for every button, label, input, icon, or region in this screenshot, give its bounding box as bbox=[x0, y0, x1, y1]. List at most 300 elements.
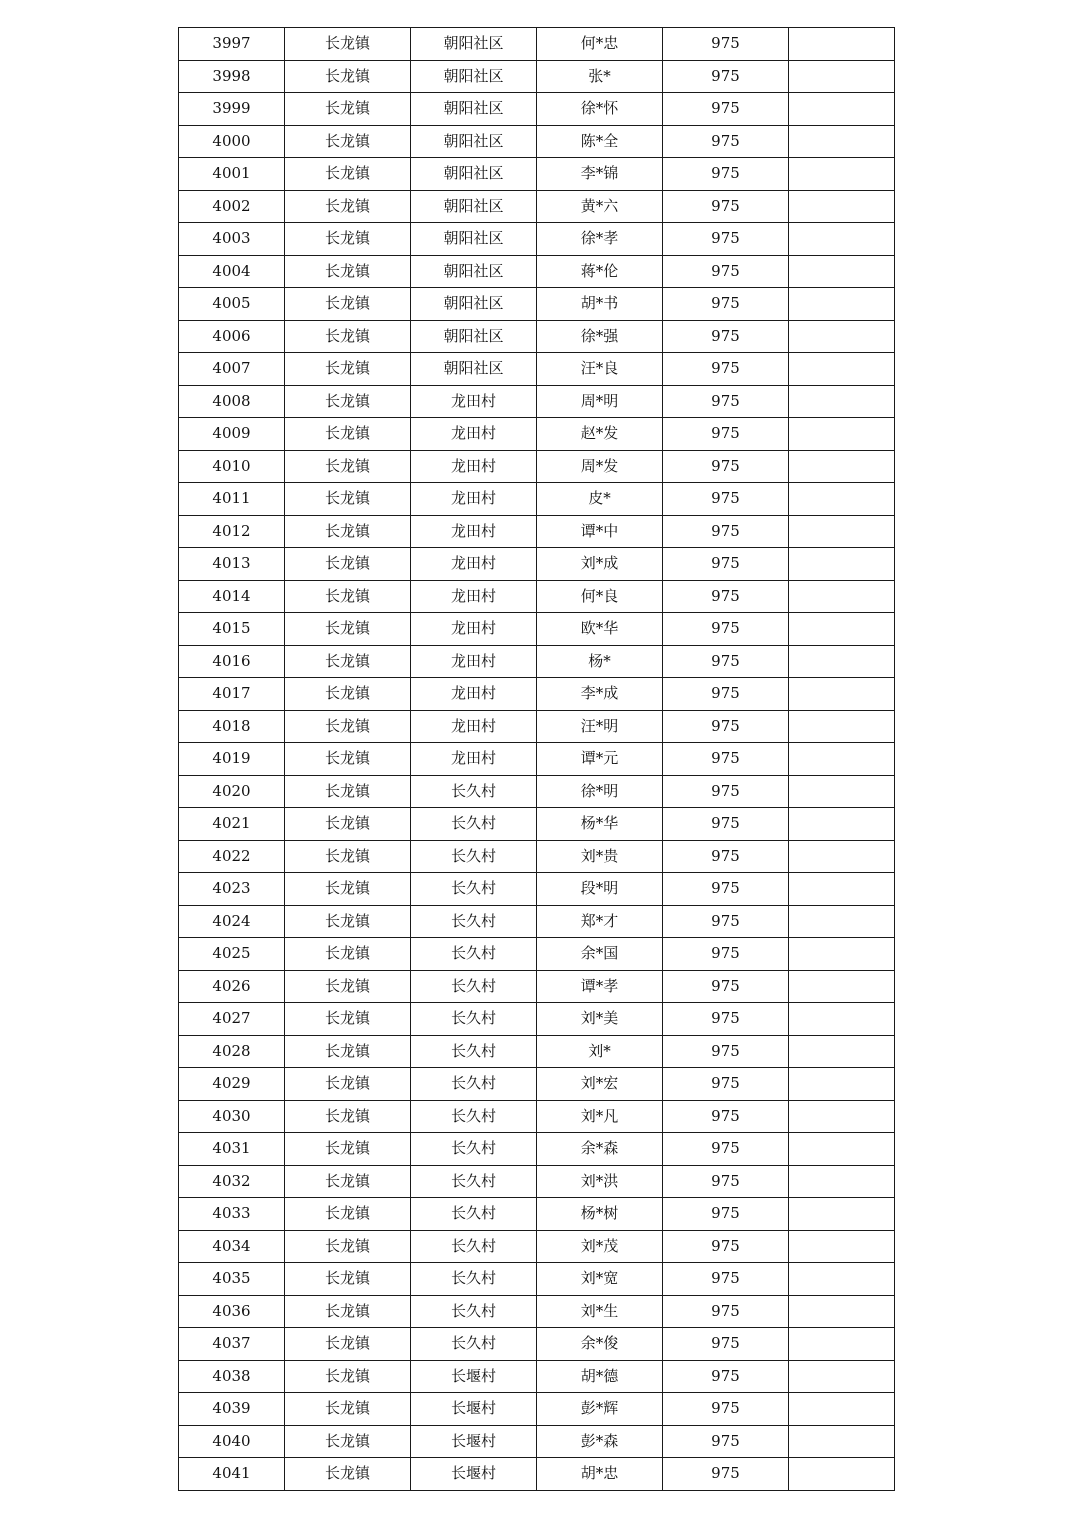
cell-name: 谭*元 bbox=[537, 743, 663, 776]
cell-seq-number: 4022 bbox=[179, 840, 285, 873]
cell-note bbox=[789, 385, 895, 418]
cell-village: 长久村 bbox=[411, 1198, 537, 1231]
table-row bbox=[179, 158, 895, 191]
cell-name: 张* bbox=[537, 60, 663, 93]
cell-seq-number: 4028 bbox=[179, 1035, 285, 1068]
cell-note bbox=[789, 775, 895, 808]
cell-town: 长龙镇 bbox=[285, 678, 411, 711]
cell-amount: 975 bbox=[663, 483, 789, 516]
cell-note bbox=[789, 1068, 895, 1101]
cell-town: 长龙镇 bbox=[285, 1133, 411, 1166]
cell-name: 徐*孝 bbox=[537, 223, 663, 256]
cell-name: 刘*茂 bbox=[537, 1230, 663, 1263]
cell-seq-number: 4013 bbox=[179, 548, 285, 581]
cell-town: 长龙镇 bbox=[285, 548, 411, 581]
table-row bbox=[179, 1133, 895, 1166]
cell-village: 龙田村 bbox=[411, 613, 537, 646]
cell-town: 长龙镇 bbox=[285, 775, 411, 808]
table-row bbox=[179, 1230, 895, 1263]
cell-village: 朝阳社区 bbox=[411, 125, 537, 158]
cell-name: 徐*明 bbox=[537, 775, 663, 808]
cell-note bbox=[789, 190, 895, 223]
cell-name: 彭*辉 bbox=[537, 1393, 663, 1426]
table-row bbox=[179, 840, 895, 873]
cell-village: 长堰村 bbox=[411, 1425, 537, 1458]
cell-town: 长龙镇 bbox=[285, 28, 411, 61]
cell-amount: 975 bbox=[663, 938, 789, 971]
cell-amount: 975 bbox=[663, 1003, 789, 1036]
cell-note bbox=[789, 60, 895, 93]
cell-name: 刘*宽 bbox=[537, 1263, 663, 1296]
cell-name: 汪*良 bbox=[537, 353, 663, 386]
cell-amount: 975 bbox=[663, 288, 789, 321]
cell-village: 长久村 bbox=[411, 1100, 537, 1133]
table-row bbox=[179, 613, 895, 646]
cell-amount: 975 bbox=[663, 808, 789, 841]
cell-village: 朝阳社区 bbox=[411, 255, 537, 288]
cell-name: 刘* bbox=[537, 1035, 663, 1068]
cell-town: 长龙镇 bbox=[285, 1360, 411, 1393]
table-row bbox=[179, 1458, 895, 1491]
cell-amount: 975 bbox=[663, 320, 789, 353]
cell-seq-number: 4036 bbox=[179, 1295, 285, 1328]
cell-seq-number: 4038 bbox=[179, 1360, 285, 1393]
cell-note bbox=[789, 1230, 895, 1263]
cell-note bbox=[789, 1165, 895, 1198]
cell-seq-number: 4035 bbox=[179, 1263, 285, 1296]
cell-seq-number: 4014 bbox=[179, 580, 285, 613]
cell-note bbox=[789, 970, 895, 1003]
cell-note bbox=[789, 1360, 895, 1393]
cell-seq-number: 4017 bbox=[179, 678, 285, 711]
cell-note bbox=[789, 840, 895, 873]
cell-amount: 975 bbox=[663, 255, 789, 288]
cell-village: 长久村 bbox=[411, 1133, 537, 1166]
cell-seq-number: 4008 bbox=[179, 385, 285, 418]
cell-seq-number: 4033 bbox=[179, 1198, 285, 1231]
cell-amount: 975 bbox=[663, 60, 789, 93]
cell-name: 刘*洪 bbox=[537, 1165, 663, 1198]
cell-note bbox=[789, 223, 895, 256]
cell-amount: 975 bbox=[663, 385, 789, 418]
cell-amount: 975 bbox=[663, 1328, 789, 1361]
cell-note bbox=[789, 483, 895, 516]
cell-seq-number: 4006 bbox=[179, 320, 285, 353]
cell-village: 长久村 bbox=[411, 873, 537, 906]
cell-town: 长龙镇 bbox=[285, 418, 411, 451]
cell-name: 周*发 bbox=[537, 450, 663, 483]
cell-amount: 975 bbox=[663, 28, 789, 61]
cell-name: 刘*生 bbox=[537, 1295, 663, 1328]
cell-town: 长龙镇 bbox=[285, 970, 411, 1003]
table-row bbox=[179, 223, 895, 256]
cell-amount: 975 bbox=[663, 1035, 789, 1068]
cell-seq-number: 4021 bbox=[179, 808, 285, 841]
table-row bbox=[179, 1295, 895, 1328]
cell-town: 长龙镇 bbox=[285, 1198, 411, 1231]
table-row bbox=[179, 450, 895, 483]
table-row bbox=[179, 808, 895, 841]
cell-name: 刘*宏 bbox=[537, 1068, 663, 1101]
cell-seq-number: 4016 bbox=[179, 645, 285, 678]
cell-village: 龙田村 bbox=[411, 483, 537, 516]
cell-note bbox=[789, 938, 895, 971]
cell-note bbox=[789, 1263, 895, 1296]
cell-town: 长龙镇 bbox=[285, 515, 411, 548]
cell-amount: 975 bbox=[663, 580, 789, 613]
cell-name: 刘*成 bbox=[537, 548, 663, 581]
table-row bbox=[179, 905, 895, 938]
cell-seq-number: 4031 bbox=[179, 1133, 285, 1166]
cell-seq-number: 4004 bbox=[179, 255, 285, 288]
table-row bbox=[179, 645, 895, 678]
table-row bbox=[179, 1100, 895, 1133]
cell-note bbox=[789, 678, 895, 711]
cell-village: 长久村 bbox=[411, 840, 537, 873]
cell-town: 长龙镇 bbox=[285, 1295, 411, 1328]
table-row bbox=[179, 255, 895, 288]
cell-note bbox=[789, 1100, 895, 1133]
cell-town: 长龙镇 bbox=[285, 580, 411, 613]
cell-name: 杨*树 bbox=[537, 1198, 663, 1231]
cell-name: 谭*孝 bbox=[537, 970, 663, 1003]
table-row bbox=[179, 1165, 895, 1198]
cell-seq-number: 4040 bbox=[179, 1425, 285, 1458]
cell-village: 朝阳社区 bbox=[411, 288, 537, 321]
data-table bbox=[178, 27, 895, 1491]
cell-village: 长久村 bbox=[411, 1295, 537, 1328]
cell-town: 长龙镇 bbox=[285, 1165, 411, 1198]
cell-town: 长龙镇 bbox=[285, 483, 411, 516]
cell-village: 龙田村 bbox=[411, 580, 537, 613]
cell-town: 长龙镇 bbox=[285, 158, 411, 191]
cell-village: 龙田村 bbox=[411, 548, 537, 581]
cell-seq-number: 3999 bbox=[179, 93, 285, 126]
cell-name: 杨*华 bbox=[537, 808, 663, 841]
cell-seq-number: 4000 bbox=[179, 125, 285, 158]
cell-village: 龙田村 bbox=[411, 645, 537, 678]
cell-name: 段*明 bbox=[537, 873, 663, 906]
table-row bbox=[179, 320, 895, 353]
cell-note bbox=[789, 743, 895, 776]
cell-seq-number: 4026 bbox=[179, 970, 285, 1003]
cell-village: 朝阳社区 bbox=[411, 60, 537, 93]
cell-town: 长龙镇 bbox=[285, 613, 411, 646]
cell-note bbox=[789, 1035, 895, 1068]
cell-amount: 975 bbox=[663, 775, 789, 808]
cell-seq-number: 4030 bbox=[179, 1100, 285, 1133]
table-row bbox=[179, 60, 895, 93]
cell-village: 长久村 bbox=[411, 970, 537, 1003]
cell-village: 长久村 bbox=[411, 1068, 537, 1101]
cell-amount: 975 bbox=[663, 1198, 789, 1231]
cell-name: 刘*贵 bbox=[537, 840, 663, 873]
cell-note bbox=[789, 645, 895, 678]
cell-town: 长龙镇 bbox=[285, 840, 411, 873]
cell-note bbox=[789, 548, 895, 581]
cell-note bbox=[789, 1133, 895, 1166]
cell-name: 皮* bbox=[537, 483, 663, 516]
cell-name: 余*森 bbox=[537, 1133, 663, 1166]
cell-name: 何*忠 bbox=[537, 28, 663, 61]
cell-town: 长龙镇 bbox=[285, 743, 411, 776]
cell-name: 徐*怀 bbox=[537, 93, 663, 126]
cell-amount: 975 bbox=[663, 125, 789, 158]
cell-village: 龙田村 bbox=[411, 710, 537, 743]
cell-note bbox=[789, 1198, 895, 1231]
cell-village: 朝阳社区 bbox=[411, 93, 537, 126]
cell-amount: 975 bbox=[663, 548, 789, 581]
cell-name: 谭*中 bbox=[537, 515, 663, 548]
cell-village: 长久村 bbox=[411, 1263, 537, 1296]
cell-amount: 975 bbox=[663, 678, 789, 711]
cell-name: 彭*森 bbox=[537, 1425, 663, 1458]
cell-seq-number: 4015 bbox=[179, 613, 285, 646]
cell-seq-number: 4037 bbox=[179, 1328, 285, 1361]
cell-seq-number: 4009 bbox=[179, 418, 285, 451]
cell-village: 朝阳社区 bbox=[411, 190, 537, 223]
cell-seq-number: 4005 bbox=[179, 288, 285, 321]
table-row bbox=[179, 678, 895, 711]
cell-village: 朝阳社区 bbox=[411, 223, 537, 256]
cell-note bbox=[789, 255, 895, 288]
cell-village: 长久村 bbox=[411, 1003, 537, 1036]
table-row bbox=[179, 1360, 895, 1393]
cell-seq-number: 4010 bbox=[179, 450, 285, 483]
cell-amount: 975 bbox=[663, 710, 789, 743]
cell-seq-number: 4023 bbox=[179, 873, 285, 906]
cell-seq-number: 4020 bbox=[179, 775, 285, 808]
cell-amount: 975 bbox=[663, 1263, 789, 1296]
cell-name: 李*锦 bbox=[537, 158, 663, 191]
cell-amount: 975 bbox=[663, 353, 789, 386]
cell-town: 长龙镇 bbox=[285, 1393, 411, 1426]
table-row bbox=[179, 1068, 895, 1101]
cell-name: 欧*华 bbox=[537, 613, 663, 646]
cell-amount: 975 bbox=[663, 1100, 789, 1133]
cell-note bbox=[789, 1003, 895, 1036]
cell-village: 龙田村 bbox=[411, 743, 537, 776]
cell-note bbox=[789, 93, 895, 126]
cell-town: 长龙镇 bbox=[285, 1003, 411, 1036]
cell-seq-number: 4034 bbox=[179, 1230, 285, 1263]
table-row bbox=[179, 1198, 895, 1231]
table-row bbox=[179, 970, 895, 1003]
cell-town: 长龙镇 bbox=[285, 353, 411, 386]
cell-note bbox=[789, 125, 895, 158]
cell-note bbox=[789, 288, 895, 321]
cell-amount: 975 bbox=[663, 873, 789, 906]
cell-village: 龙田村 bbox=[411, 450, 537, 483]
cell-town: 长龙镇 bbox=[285, 125, 411, 158]
cell-name: 蒋*伦 bbox=[537, 255, 663, 288]
cell-name: 余*国 bbox=[537, 938, 663, 971]
table-row bbox=[179, 873, 895, 906]
cell-note bbox=[789, 158, 895, 191]
cell-amount: 975 bbox=[663, 1230, 789, 1263]
cell-amount: 975 bbox=[663, 645, 789, 678]
cell-amount: 975 bbox=[663, 1133, 789, 1166]
cell-amount: 975 bbox=[663, 1393, 789, 1426]
cell-village: 朝阳社区 bbox=[411, 320, 537, 353]
cell-amount: 975 bbox=[663, 190, 789, 223]
cell-note bbox=[789, 1458, 895, 1491]
table-row bbox=[179, 190, 895, 223]
cell-village: 长堰村 bbox=[411, 1458, 537, 1491]
cell-village: 长久村 bbox=[411, 1230, 537, 1263]
cell-name: 陈*全 bbox=[537, 125, 663, 158]
table-row bbox=[179, 288, 895, 321]
cell-village: 长久村 bbox=[411, 808, 537, 841]
cell-village: 长久村 bbox=[411, 1035, 537, 1068]
cell-village: 长堰村 bbox=[411, 1393, 537, 1426]
cell-town: 长龙镇 bbox=[285, 288, 411, 321]
cell-village: 长久村 bbox=[411, 938, 537, 971]
cell-village: 长久村 bbox=[411, 775, 537, 808]
cell-amount: 975 bbox=[663, 223, 789, 256]
cell-town: 长龙镇 bbox=[285, 190, 411, 223]
cell-amount: 975 bbox=[663, 613, 789, 646]
cell-amount: 975 bbox=[663, 1165, 789, 1198]
cell-amount: 975 bbox=[663, 1360, 789, 1393]
cell-name: 郑*才 bbox=[537, 905, 663, 938]
cell-town: 长龙镇 bbox=[285, 1263, 411, 1296]
cell-town: 长龙镇 bbox=[285, 1328, 411, 1361]
cell-village: 朝阳社区 bbox=[411, 28, 537, 61]
cell-amount: 975 bbox=[663, 1295, 789, 1328]
cell-amount: 975 bbox=[663, 1425, 789, 1458]
cell-name: 刘*美 bbox=[537, 1003, 663, 1036]
cell-seq-number: 4032 bbox=[179, 1165, 285, 1198]
table-row bbox=[179, 775, 895, 808]
cell-seq-number: 4019 bbox=[179, 743, 285, 776]
cell-name: 余*俊 bbox=[537, 1328, 663, 1361]
table-row bbox=[179, 418, 895, 451]
cell-name: 胡*德 bbox=[537, 1360, 663, 1393]
cell-village: 龙田村 bbox=[411, 418, 537, 451]
cell-seq-number: 4002 bbox=[179, 190, 285, 223]
cell-note bbox=[789, 418, 895, 451]
table-row bbox=[179, 1003, 895, 1036]
cell-town: 长龙镇 bbox=[285, 1035, 411, 1068]
cell-name: 汪*明 bbox=[537, 710, 663, 743]
table-body bbox=[179, 28, 895, 1491]
cell-note bbox=[789, 808, 895, 841]
cell-town: 长龙镇 bbox=[285, 1068, 411, 1101]
cell-name: 周*明 bbox=[537, 385, 663, 418]
cell-town: 长龙镇 bbox=[285, 905, 411, 938]
cell-town: 长龙镇 bbox=[285, 93, 411, 126]
cell-note bbox=[789, 353, 895, 386]
cell-seq-number: 4011 bbox=[179, 483, 285, 516]
cell-seq-number: 4029 bbox=[179, 1068, 285, 1101]
cell-amount: 975 bbox=[663, 93, 789, 126]
cell-seq-number: 4025 bbox=[179, 938, 285, 971]
table-row bbox=[179, 515, 895, 548]
cell-seq-number: 4007 bbox=[179, 353, 285, 386]
cell-seq-number: 4018 bbox=[179, 710, 285, 743]
cell-village: 长久村 bbox=[411, 1165, 537, 1198]
cell-amount: 975 bbox=[663, 515, 789, 548]
cell-note bbox=[789, 28, 895, 61]
table-row bbox=[179, 1035, 895, 1068]
cell-village: 龙田村 bbox=[411, 515, 537, 548]
cell-note bbox=[789, 450, 895, 483]
cell-town: 长龙镇 bbox=[285, 645, 411, 678]
cell-town: 长龙镇 bbox=[285, 385, 411, 418]
cell-name: 胡*忠 bbox=[537, 1458, 663, 1491]
table-row bbox=[179, 483, 895, 516]
cell-seq-number: 4039 bbox=[179, 1393, 285, 1426]
cell-town: 长龙镇 bbox=[285, 255, 411, 288]
cell-amount: 975 bbox=[663, 840, 789, 873]
cell-note bbox=[789, 515, 895, 548]
cell-amount: 975 bbox=[663, 1458, 789, 1491]
cell-name: 杨* bbox=[537, 645, 663, 678]
table-row bbox=[179, 710, 895, 743]
cell-name: 刘*凡 bbox=[537, 1100, 663, 1133]
cell-town: 长龙镇 bbox=[285, 320, 411, 353]
cell-town: 长龙镇 bbox=[285, 1100, 411, 1133]
cell-note bbox=[789, 873, 895, 906]
cell-name: 赵*发 bbox=[537, 418, 663, 451]
cell-name: 徐*强 bbox=[537, 320, 663, 353]
cell-town: 长龙镇 bbox=[285, 710, 411, 743]
cell-amount: 975 bbox=[663, 905, 789, 938]
cell-village: 长堰村 bbox=[411, 1360, 537, 1393]
table-row bbox=[179, 28, 895, 61]
table-row bbox=[179, 1263, 895, 1296]
cell-note bbox=[789, 320, 895, 353]
cell-town: 长龙镇 bbox=[285, 450, 411, 483]
table-row bbox=[179, 548, 895, 581]
table-row bbox=[179, 1328, 895, 1361]
cell-village: 朝阳社区 bbox=[411, 353, 537, 386]
cell-note bbox=[789, 1295, 895, 1328]
cell-note bbox=[789, 613, 895, 646]
cell-village: 长久村 bbox=[411, 905, 537, 938]
cell-town: 长龙镇 bbox=[285, 60, 411, 93]
cell-town: 长龙镇 bbox=[285, 223, 411, 256]
cell-note bbox=[789, 905, 895, 938]
cell-seq-number: 4041 bbox=[179, 1458, 285, 1491]
table-row bbox=[179, 1393, 895, 1426]
cell-note bbox=[789, 1328, 895, 1361]
cell-seq-number: 4003 bbox=[179, 223, 285, 256]
cell-amount: 975 bbox=[663, 418, 789, 451]
cell-seq-number: 3998 bbox=[179, 60, 285, 93]
cell-note bbox=[789, 1393, 895, 1426]
table-row bbox=[179, 580, 895, 613]
cell-seq-number: 4027 bbox=[179, 1003, 285, 1036]
cell-town: 长龙镇 bbox=[285, 1230, 411, 1263]
table-row bbox=[179, 93, 895, 126]
cell-seq-number: 4024 bbox=[179, 905, 285, 938]
cell-name: 黄*六 bbox=[537, 190, 663, 223]
table-row bbox=[179, 125, 895, 158]
cell-town: 长龙镇 bbox=[285, 938, 411, 971]
cell-village: 龙田村 bbox=[411, 385, 537, 418]
table-row bbox=[179, 1425, 895, 1458]
cell-amount: 975 bbox=[663, 743, 789, 776]
cell-note bbox=[789, 1425, 895, 1458]
cell-note bbox=[789, 710, 895, 743]
cell-town: 长龙镇 bbox=[285, 808, 411, 841]
cell-seq-number: 4012 bbox=[179, 515, 285, 548]
cell-seq-number: 4001 bbox=[179, 158, 285, 191]
cell-name: 李*成 bbox=[537, 678, 663, 711]
cell-village: 龙田村 bbox=[411, 678, 537, 711]
